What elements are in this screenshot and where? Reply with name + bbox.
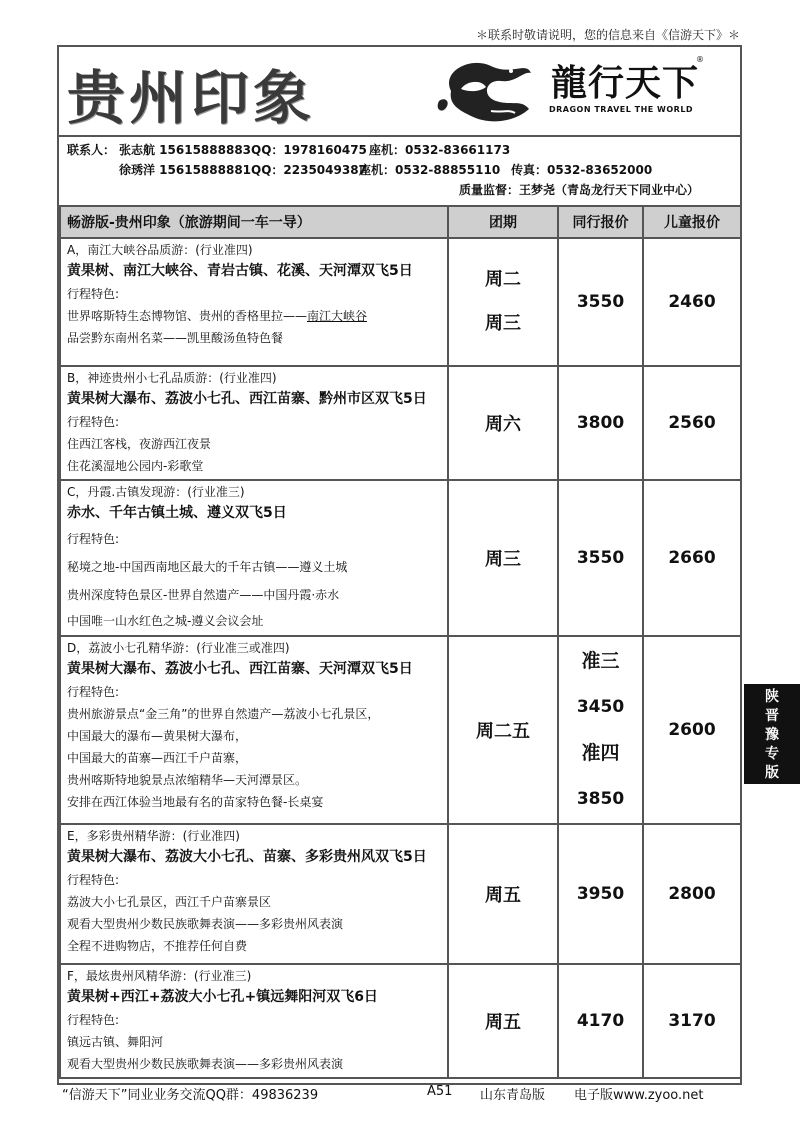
- feature-line: 观看大型贵州少数民族歌舞表演——多彩贵州风表演: [67, 1057, 344, 1071]
- period-cell: 周六: [448, 366, 558, 480]
- tour-price-table: [59, 205, 742, 1079]
- side-tab-char: 专: [765, 746, 779, 762]
- tour-description: [60, 480, 448, 636]
- side-tab-char: 晋: [765, 708, 779, 724]
- period-cell: [448, 238, 558, 366]
- period-cell: 周三: [448, 480, 558, 636]
- footer-website: 电子版www.zyoo.net: [574, 1088, 704, 1103]
- brand-registered-mark: ®: [696, 55, 704, 64]
- price-value: 3450: [576, 697, 625, 717]
- feature-line: 安排在西江体验当地最有名的苗家特色餐-长桌宴: [67, 795, 324, 809]
- feature-line: 全程不进购物店，不推荐任何自费: [67, 939, 248, 953]
- contact-fax: 传真：0532-83652000: [511, 163, 653, 177]
- header-price: 同行报价: [558, 206, 643, 238]
- price-cell: 3550: [558, 480, 643, 636]
- child-price-cell: 2560: [643, 366, 741, 480]
- feature-line: 行程特色:: [67, 287, 120, 301]
- tour-description: [60, 366, 448, 480]
- contact-name-1: 张志航 15615888883: [119, 143, 252, 157]
- period-cell: 周二五: [448, 636, 558, 824]
- period-cell: 周五: [448, 824, 558, 964]
- price-cell: 3550: [558, 238, 643, 366]
- tour-route: 黄果树大瀑布、荔波大小七孔、苗寨、多彩贵州风双飞5日: [67, 849, 427, 865]
- child-price-cell: 2800: [643, 824, 741, 964]
- price-cell: 4170: [558, 964, 643, 1078]
- feature-line: 行程特色:: [67, 1013, 120, 1027]
- feature-line: 行程特色:: [67, 685, 120, 699]
- grade-label: 准四: [581, 742, 620, 764]
- tour-title: B，神迹贵州小七孔品质游：(行业准四): [67, 371, 277, 385]
- table-row: [60, 366, 741, 480]
- feature-line: 住西江客栈，夜游西江夜景: [67, 437, 212, 451]
- period-value: 周三: [485, 313, 521, 334]
- feature-line: 荔波大小七孔景区，西江千户苗寨景区: [67, 895, 272, 909]
- table-row: [60, 964, 741, 1078]
- source-note: ＊联系时敬请说明，您的信息来自《信游天下》＊: [475, 28, 740, 42]
- contact-label: 联系人：: [67, 143, 116, 157]
- feature-line: 中国最大的瀑布—黄果树大瀑布，: [67, 729, 248, 743]
- tour-route: 黄果树大瀑布、荔波小七孔、西江苗寨、黔州市区双飞5日: [67, 391, 427, 407]
- feature-line: 行程特色:: [67, 532, 120, 546]
- tour-description: [60, 238, 448, 366]
- feature-line: 行程特色:: [67, 873, 120, 887]
- tour-title: C，丹霞.古镇发现游：(行业准三): [67, 485, 245, 499]
- dragon-icon: [431, 51, 541, 131]
- feature-line: [67, 305, 441, 327]
- period-value: 周二: [485, 269, 521, 290]
- banner-title: 贵州印象: [67, 64, 316, 132]
- footer-edition: 山东青岛版: [480, 1088, 546, 1103]
- grade-label: 准三: [581, 650, 620, 672]
- table-row: [60, 238, 741, 366]
- feature-line: 住花溪湿地公园内-彩歌堂: [67, 459, 204, 473]
- tour-title: E，多彩贵州精华游：(行业准四): [67, 829, 240, 843]
- feature-line: 行程特色:: [67, 415, 120, 429]
- contact-qq-2: QQ：2235049387: [251, 163, 367, 177]
- side-tab-char: 版: [765, 765, 779, 781]
- table-row: [60, 636, 741, 824]
- feature-line: 秘境之地-中国西南地区最大的千年古镇——遵义土城: [67, 560, 348, 574]
- contact-tel-1: 座机：0532-83661173: [369, 143, 511, 157]
- tour-description: [60, 636, 448, 824]
- tour-route: 黄果树+西江+荔波大小七孔+镇远舞阳河双飞6日: [67, 989, 378, 1005]
- side-tab-char: 陕: [765, 689, 779, 705]
- header-period: 团期: [448, 206, 558, 238]
- tour-description: [60, 964, 448, 1078]
- contact-tel-2: 座机：0532-88855110: [359, 163, 501, 177]
- banner: [59, 47, 740, 137]
- contact-block: [59, 139, 740, 199]
- price-cell: 3800: [558, 366, 643, 480]
- header-route: 畅游版-贵州印象（旅游期间一车一导）: [60, 206, 448, 238]
- header-child-price: 儿童报价: [643, 206, 741, 238]
- contact-name-2: 徐琇洋 15615888881: [119, 163, 252, 177]
- price-cell: 3950: [558, 824, 643, 964]
- contact-qq-1: QQ：1978160475: [251, 143, 367, 157]
- feature-underlined: 南江大峡谷: [307, 309, 368, 323]
- child-price-cell: 2600: [643, 636, 741, 824]
- region-side-tab: [744, 684, 800, 784]
- feature-line: 中国唯一山水红色之城-遵义会议会址: [67, 614, 264, 628]
- tour-route: 赤水、千年古镇土城、遵义双飞5日: [67, 505, 287, 521]
- brand-english-name: DRAGON TRAVEL THE WORLD: [549, 105, 694, 114]
- tour-title: A，南江大峡谷品质游：(行业准四): [67, 243, 253, 257]
- child-price-cell: 2660: [643, 480, 741, 636]
- tour-route: 黄果树、南江大峡谷、青岩古镇、花溪、天河潭双飞5日: [67, 263, 413, 279]
- footer-qq-group: “信游天下”同业业务交流QQ群：49836239: [62, 1088, 319, 1103]
- price-cell: [558, 636, 643, 824]
- period-cell: 周五: [448, 964, 558, 1078]
- feature-line: 贵州旅游景点“金三角”的世界自然遗产—荔波小七孔景区，: [67, 707, 380, 721]
- feature-text: 世界喀斯特生态博物馆、贵州的香格里拉——: [67, 309, 308, 323]
- child-price-cell: 2460: [643, 238, 741, 366]
- brand-name: 龍行天下: [551, 62, 700, 104]
- tour-title: F，最炫贵州风精华游：(行业准三): [67, 969, 252, 983]
- feature-line: 观看大型贵州少数民族歌舞表演——多彩贵州风表演: [67, 917, 344, 931]
- feature-line: 镇远古镇、舞阳河: [67, 1035, 164, 1049]
- tour-title: D，荔波小七孔精华游：(行业准三或准四): [67, 641, 290, 655]
- table-header-row: [60, 206, 741, 238]
- quality-supervisor: 质量监督：王梦尧（青岛龙行天下同业中心）: [459, 183, 700, 197]
- feature-line: 中国最大的苗寨—西江千户苗寨，: [67, 751, 248, 765]
- tour-route: 黄果树大瀑布、荔波小七孔、西江苗寨、天河潭双飞5日: [67, 661, 413, 677]
- footer-page-number: A51: [427, 1084, 453, 1099]
- feature-line: 品尝黔东南州名菜——凯里酸汤鱼特色餐: [67, 331, 284, 345]
- feature-line: 贵州喀斯特地貌景点浓缩精华—天河潭景区。: [67, 773, 308, 787]
- tour-description: [60, 824, 448, 964]
- table-row: [60, 824, 741, 964]
- price-value: 3850: [576, 789, 625, 809]
- flyer-frame: [57, 45, 742, 1085]
- table-row: [60, 480, 741, 636]
- side-tab-char: 豫: [765, 727, 779, 743]
- child-price-cell: 3170: [643, 964, 741, 1078]
- feature-line: 贵州深度特色景区-世界自然遗产——中国丹霞·赤水: [67, 588, 340, 602]
